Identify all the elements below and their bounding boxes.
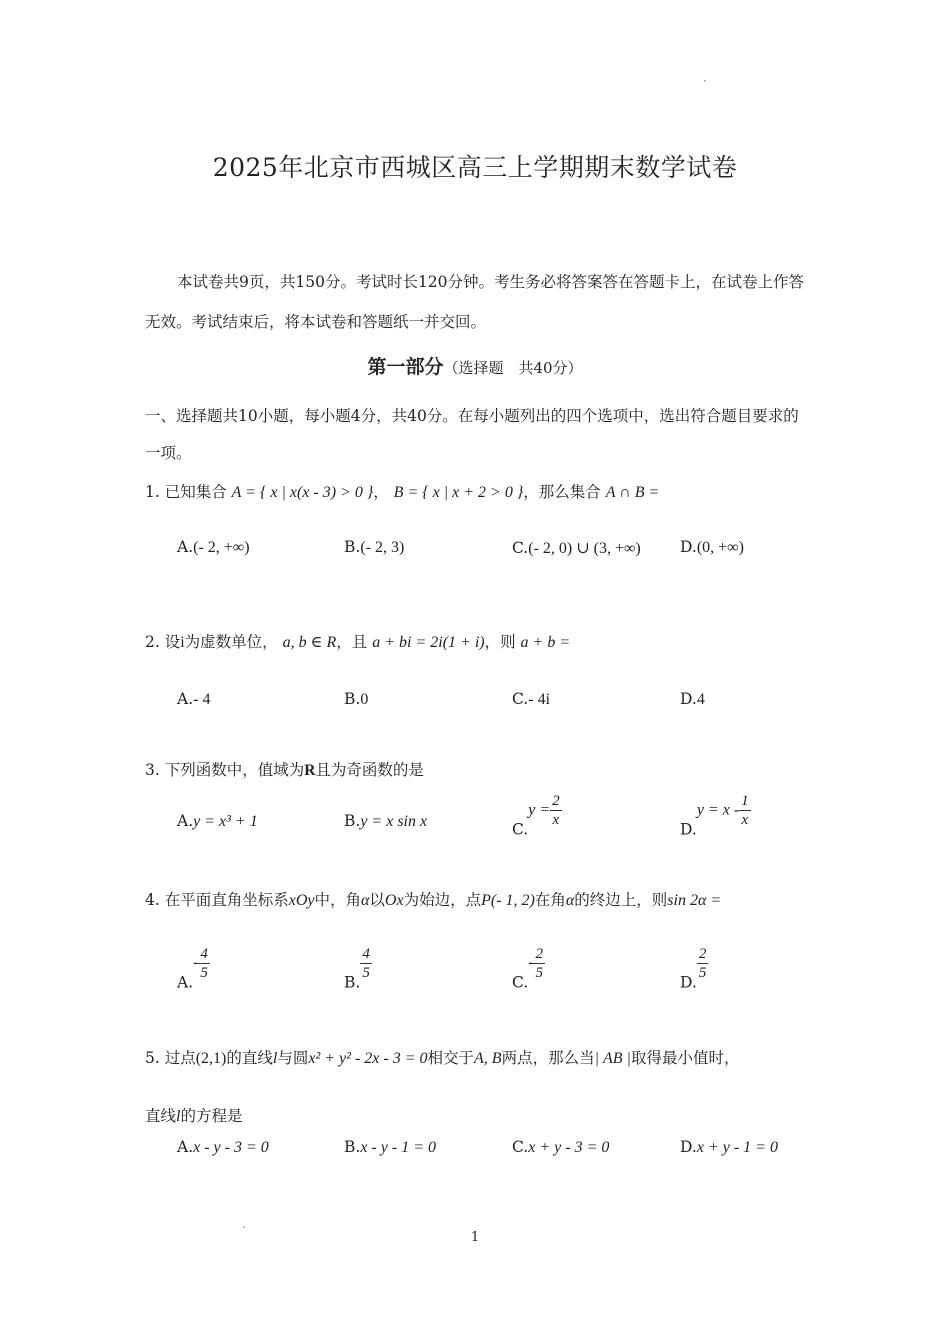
q3-R: R: [304, 762, 316, 779]
q5-line-l-2: l: [176, 1108, 181, 1125]
fraction-denominator: 5: [535, 965, 543, 981]
question-1-stem: [145, 480, 659, 502]
option-value: x - y - 1 = 0: [360, 1139, 436, 1156]
option-value: (- 2, 3): [360, 539, 405, 556]
scan-speck: [704, 80, 706, 82]
q3-option-d[interactable]: [680, 792, 751, 839]
option-label: C.: [512, 539, 529, 557]
q1-set-b: B = { x | x + 2 > 0 }: [393, 484, 524, 501]
fraction-denominator: 5: [698, 965, 707, 981]
page-number: 1: [470, 1230, 480, 1245]
q1-text: 1. 已知集合: [145, 483, 227, 501]
fraction-numerator: 1: [741, 793, 749, 809]
option-lhs: y =: [528, 801, 551, 819]
option-label: D.: [680, 690, 697, 708]
q4-text-d: 为始边，点: [403, 891, 482, 909]
option-label: A.: [177, 690, 194, 708]
q3-option-c[interactable]: [512, 792, 562, 839]
q1-set-a: A = { x | x(x - 3) > 0 }: [231, 484, 374, 501]
fraction-denominator: 5: [362, 965, 370, 981]
page-title: 2025年北京市西城区高三上学期期末数学试卷: [212, 153, 738, 182]
q3-option-a[interactable]: [177, 812, 258, 831]
q4-option-a[interactable]: [177, 945, 210, 992]
q5-text-f: 取得最小值时，: [630, 1049, 740, 1067]
q5-abs-AB: | AB |: [594, 1050, 631, 1067]
option-value: - 4: [193, 691, 211, 708]
option-label: C.: [512, 1138, 529, 1156]
option-label: B.: [344, 812, 361, 830]
part-title: 第一部分: [367, 356, 444, 378]
q4-text-b: 中，角: [314, 891, 361, 909]
q4-option-c[interactable]: [512, 945, 545, 992]
q2-text: 2. 设: [145, 633, 181, 651]
q5-line-l: l: [272, 1050, 278, 1067]
option-value: (- 2, 0) ∪ (3, +∞): [528, 540, 641, 557]
q1-expression: A ∩ B =: [605, 484, 660, 501]
option-value: x - y - 3 = 0: [193, 1139, 269, 1156]
fraction-numerator: 2: [698, 946, 707, 962]
option-label: A.: [177, 538, 194, 556]
q4-option-b[interactable]: [344, 945, 372, 992]
option-label: A.: [177, 973, 194, 992]
option-label: C.: [512, 690, 529, 708]
q3-text: 3. 下列函数中，值域为: [145, 761, 305, 779]
q1-sep: ，: [373, 483, 389, 501]
q2-option-d[interactable]: [680, 690, 705, 709]
question-4-stem: [145, 888, 721, 910]
q5-circle: x² + y² - 2x - 3 = 0: [308, 1050, 428, 1067]
option-value: (0, +∞): [696, 539, 744, 556]
q1-option-d[interactable]: [680, 538, 744, 557]
q2-ask: a + b =: [520, 634, 571, 651]
option-value: 4: [696, 691, 705, 708]
option-label: D.: [680, 538, 697, 556]
option-value: x + y - 3 = 0: [528, 1139, 610, 1156]
q4-point: P(- 1, 2): [481, 892, 535, 909]
option-lhs: y = x -: [696, 801, 740, 819]
q2-ab: a, b ∈ R: [282, 634, 337, 651]
q5-text-b: 的直线: [226, 1049, 273, 1067]
option-sign: -: [193, 953, 199, 972]
q5-option-d[interactable]: [680, 1138, 778, 1157]
option-value: y = x³ + 1: [193, 813, 258, 830]
option-label: D.: [680, 1138, 697, 1156]
q4-alpha: α: [361, 892, 370, 909]
q2-equation: a + bi = 2i(1 + i): [372, 634, 485, 651]
q5-text: 5. 过点: [145, 1049, 196, 1067]
q5-text-g: 直线: [145, 1107, 177, 1125]
part-note: （选择题 共40分）: [443, 359, 583, 377]
q4-text-f: 的终边上，则: [574, 891, 668, 909]
option-value: (- 2, +∞): [193, 539, 250, 556]
option-label: B.: [344, 973, 361, 992]
option-value: y = x sin x: [360, 813, 428, 830]
fraction-numerator: 2: [535, 946, 543, 962]
option-label: C.: [512, 820, 529, 839]
q5-text-d: 相交于: [427, 1049, 475, 1067]
q5-option-c[interactable]: [512, 1138, 609, 1157]
option-label: D.: [680, 820, 697, 839]
question-3-stem: [145, 758, 424, 780]
part-heading: [0, 352, 950, 379]
option-value: 0: [360, 691, 369, 708]
q4-xOy: xOy: [288, 892, 315, 909]
q5-text-h: 的方程是: [180, 1107, 243, 1125]
question-5-stem-line2: [145, 1104, 242, 1126]
q2-text-c: ，且: [336, 633, 368, 651]
q4-text: 4. 在平面直角坐标系: [145, 891, 289, 909]
q5-AB: A, B: [474, 1050, 502, 1067]
option-label: D.: [680, 973, 697, 992]
question-2-stem: [145, 630, 570, 652]
option-value: - 4i: [528, 691, 551, 708]
fraction-denominator: x: [741, 812, 749, 828]
option-label: B.: [344, 690, 361, 708]
q5-option-a[interactable]: [177, 1138, 269, 1157]
option-label: A.: [177, 812, 194, 830]
q2-text-b: 为虚数单位，: [184, 633, 278, 651]
exam-instructions: 本试卷共9页，共150分。考试时长120分钟。考生务必将答案答在答题卡上，在试卷上作答无效。考试结束后，将本试卷和答题纸一并交回。: [145, 273, 805, 331]
option-label: B.: [344, 1138, 361, 1156]
q5-text-c: 与圆: [277, 1049, 309, 1067]
fraction-numerator: 4: [200, 946, 208, 962]
fraction-denominator: x: [552, 812, 560, 828]
q4-text-c: 以: [369, 891, 385, 909]
q3-option-b[interactable]: [344, 812, 427, 831]
q5-text-e: 两点，那么当: [501, 1049, 595, 1067]
q2-option-c[interactable]: [512, 690, 550, 709]
scan-speck: [243, 1226, 245, 1228]
section-instructions: 一、选择题共10小题，每小题4分，共40分。在每小题列出的四个选项中，选出符合题目要求的一项。: [145, 407, 799, 462]
q3-text-b: 且为奇函数的是: [315, 761, 424, 779]
q4-option-d[interactable]: [680, 945, 708, 992]
option-value: x + y - 1 = 0: [696, 1139, 778, 1156]
q2-option-b[interactable]: [344, 690, 368, 709]
q4-Ox: Ox: [384, 892, 404, 909]
q1-option-a[interactable]: [177, 538, 250, 557]
q1-option-c[interactable]: [512, 538, 641, 558]
fraction-numerator: 2: [552, 793, 560, 809]
q4-text-e: 在角: [534, 891, 566, 909]
q1-text-b: ，那么集合: [523, 483, 601, 501]
fraction-numerator: 4: [362, 946, 370, 962]
option-label: B.: [344, 538, 361, 556]
q5-point: (2,1): [195, 1050, 227, 1067]
q1-option-b[interactable]: [344, 538, 404, 557]
q2-i: i: [180, 634, 185, 651]
q2-option-a[interactable]: [177, 690, 210, 709]
option-sign: -: [528, 953, 534, 972]
option-label: A.: [177, 1138, 194, 1156]
q5-option-b[interactable]: [344, 1138, 436, 1157]
q2-text-d: ，则: [484, 633, 516, 651]
fraction-denominator: 5: [200, 965, 208, 981]
q4-alpha-2: α: [565, 892, 575, 909]
question-5-stem: [145, 1046, 739, 1068]
option-label: C.: [512, 973, 529, 992]
q4-ask: sin 2α =: [667, 892, 722, 909]
